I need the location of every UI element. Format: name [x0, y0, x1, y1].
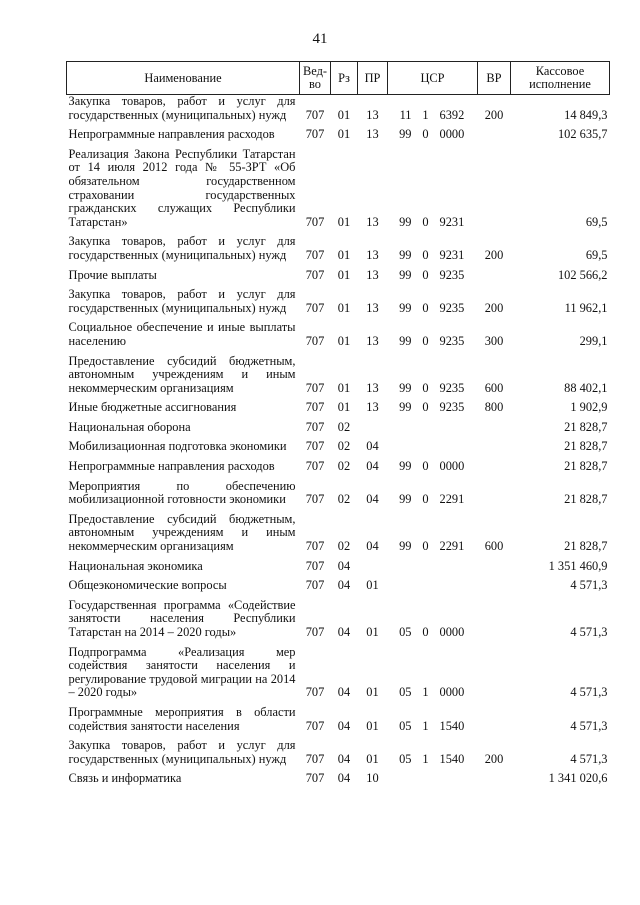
row-name: Социальное обеспечение и иные выплаты населению [68, 320, 296, 348]
row-vr [478, 644, 511, 704]
row-vr: 200 [484, 107, 504, 122]
row-amount: 4 571,3 [570, 718, 608, 733]
row-name: Прочие выплаты [68, 267, 157, 282]
row-csr-direction: 9231 [439, 247, 465, 262]
table-row [67, 95, 610, 127]
row-name: Реализация Закона Республики Татарстан от 14 июля 2012 года № 55-ЗРТ «Об обязательном государственном страховании государственных гражданских служащих Республики Татарстан» [68, 146, 296, 229]
row-amount: 21 828,7 [564, 419, 608, 434]
row-ved: 707 [305, 214, 325, 229]
row-rz: 02 [337, 492, 351, 507]
row-ved: 707 [305, 127, 325, 142]
row-csr-direction [436, 577, 478, 597]
row-csr-direction: 2291 [439, 539, 465, 554]
row-name: Подпрограмма «Реализация мер содействия занятости населения и регулирование трудовой миграции на 2014 – 2020 годы» [68, 644, 296, 700]
row-ved: 707 [305, 558, 325, 573]
row-pr: 04 [366, 539, 379, 554]
row-csr-program: 99 [399, 459, 412, 474]
row-csr-program: 99 [399, 539, 412, 554]
row-amount: 4 571,3 [570, 578, 608, 593]
row-csr-program [388, 577, 416, 597]
row-ved: 707 [305, 107, 325, 122]
row-pr: 13 [366, 400, 379, 415]
row-amount: 1 902,9 [570, 400, 608, 415]
row-pr: 13 [366, 333, 379, 348]
row-pr: 01 [366, 685, 379, 700]
row-pr: 13 [366, 380, 379, 395]
row-name: Закупка товаров, работ и услуг для государственных (муниципальных) нужд [68, 94, 296, 122]
row-amount: 4 571,3 [570, 625, 608, 639]
row-vr [478, 770, 511, 790]
row-amount: 14 849,3 [564, 107, 608, 122]
row-amount: 11 962,1 [564, 300, 608, 315]
row-csr-subprogram: 1 [422, 718, 429, 733]
row-name: Предоставление субсидий бюджетным, автономным учреждениям и иным некоммерческим организациям [68, 511, 296, 554]
row-ved: 707 [305, 751, 325, 766]
row-name: Национальная экономика [68, 558, 203, 573]
row-vr [478, 558, 511, 578]
row-name: Связь и информатика [68, 771, 182, 786]
row-rz: 01 [337, 214, 351, 229]
row-rz: 01 [337, 380, 351, 395]
row-amount: 69,5 [585, 247, 608, 262]
table-row [67, 511, 610, 558]
header-ved: Вед- во [300, 62, 331, 95]
row-csr-direction: 1540 [439, 751, 465, 766]
row-csr-program [388, 558, 416, 578]
row-csr-program [388, 419, 416, 439]
row-csr-program: 99 [399, 380, 412, 395]
row-ved: 707 [305, 333, 325, 348]
table-row [67, 577, 610, 597]
row-rz: 04 [337, 558, 351, 573]
row-csr-subprogram: 0 [422, 247, 429, 262]
header-rz [331, 62, 358, 95]
row-name: Общеэкономические вопросы [68, 578, 227, 593]
row-amount: 88 402,1 [564, 380, 608, 395]
row-rz: 01 [337, 107, 351, 122]
row-csr-direction: 2291 [439, 492, 465, 507]
row-pr: 04 [366, 492, 379, 507]
row-ved: 707 [305, 539, 325, 554]
row-rz: 01 [337, 400, 351, 415]
row-amount: 21 828,7 [564, 439, 608, 454]
table-body [67, 95, 610, 790]
row-amount: 4 571,3 [570, 685, 608, 700]
header-csr-label: ЦСР [420, 70, 445, 85]
row-csr-program: 05 [399, 718, 412, 733]
row-pr [358, 558, 388, 578]
table-row [67, 146, 610, 234]
row-vr [478, 419, 511, 439]
row-amount: 102 635,7 [557, 127, 608, 142]
row-csr-subprogram [416, 558, 436, 578]
row-csr-program: 05 [399, 625, 412, 639]
row-csr-subprogram [416, 438, 436, 458]
row-csr-subprogram: 0 [422, 459, 429, 474]
row-name: Закупка товаров, работ и услуг для государственных (муниципальных) нужд [68, 287, 296, 315]
row-csr-subprogram: 0 [422, 400, 429, 415]
row-rz: 04 [337, 685, 351, 700]
row-csr-direction: 9231 [439, 214, 465, 229]
row-csr-subprogram [416, 577, 436, 597]
row-pr: 10 [366, 771, 379, 786]
row-amount: 21 828,7 [564, 459, 608, 474]
row-rz: 02 [337, 419, 351, 434]
row-rz: 01 [337, 333, 351, 348]
row-csr-subprogram: 0 [422, 380, 429, 395]
header-vr-label: ВР [486, 70, 502, 85]
row-pr: 01 [366, 625, 379, 639]
row-csr-program: 99 [399, 214, 412, 229]
row-pr: 13 [366, 247, 379, 262]
row-vr [478, 478, 511, 511]
row-rz: 04 [337, 751, 351, 766]
table-row [67, 353, 610, 400]
row-csr-subprogram: 1 [422, 685, 429, 700]
row-csr-direction: 9235 [439, 300, 465, 315]
row-name: Иные бюджетные ассигнования [68, 400, 237, 415]
row-vr [478, 704, 511, 737]
table-row [67, 126, 610, 146]
table-row [67, 419, 610, 439]
row-rz: 02 [337, 539, 351, 554]
table-row [67, 770, 610, 790]
row-pr: 13 [366, 300, 379, 315]
row-name: Национальная оборона [68, 419, 191, 434]
row-pr: 13 [366, 214, 379, 229]
row-rz: 01 [337, 247, 351, 262]
row-csr-program: 99 [399, 492, 412, 507]
row-csr-direction [436, 770, 478, 790]
row-csr-subprogram: 0 [422, 267, 429, 282]
row-rz: 04 [337, 625, 351, 639]
table-header [67, 62, 610, 95]
row-csr-subprogram: 0 [422, 492, 429, 507]
row-pr: 01 [366, 751, 379, 766]
row-pr: 13 [366, 107, 379, 122]
row-pr: 04 [366, 439, 379, 454]
row-amount: 21 828,7 [564, 539, 608, 554]
row-csr-subprogram: 0 [422, 539, 429, 554]
row-csr-program: 99 [399, 247, 412, 262]
row-vr [478, 438, 511, 458]
row-name: Мероприятия по обеспечению мобилизационной готовности экономики [68, 478, 296, 507]
row-name: Непрограммные направления расходов [68, 459, 275, 474]
row-csr-direction: 9235 [439, 400, 465, 415]
row-vr [478, 146, 511, 234]
row-amount: 69,5 [585, 214, 608, 229]
row-csr-program: 05 [399, 751, 412, 766]
header-pr-label: ПР [364, 70, 381, 85]
row-ved: 707 [305, 625, 325, 639]
row-amount: 1 351 460,9 [548, 558, 608, 573]
row-vr [478, 126, 511, 146]
row-csr-subprogram: 0 [422, 625, 429, 639]
row-rz: 01 [337, 267, 351, 282]
row-csr-program: 99 [399, 127, 412, 142]
row-ved: 707 [305, 492, 325, 507]
row-csr-direction: 9235 [439, 380, 465, 395]
row-vr [478, 597, 511, 644]
row-csr-direction: 0000 [439, 685, 465, 700]
row-pr [358, 419, 388, 439]
table-row [67, 399, 610, 419]
table-row [67, 737, 610, 770]
table-row [67, 458, 610, 478]
row-rz: 04 [337, 578, 351, 593]
budget-table [66, 61, 610, 790]
header-vr [478, 62, 511, 95]
row-name: Закупка товаров, работ и услуг для государственных (муниципальных) нужд [68, 234, 296, 262]
row-csr-subprogram: 0 [422, 127, 429, 142]
row-pr: 01 [366, 718, 379, 733]
row-csr-subprogram: 0 [422, 333, 429, 348]
row-vr [478, 267, 511, 287]
row-csr-direction [436, 438, 478, 458]
row-ved: 707 [305, 380, 325, 395]
row-csr-direction [436, 558, 478, 578]
header-pr [358, 62, 388, 95]
row-csr-subprogram: 1 [422, 107, 429, 122]
row-csr-program: 99 [399, 333, 412, 348]
table-row [67, 478, 610, 511]
row-vr: 300 [484, 333, 504, 348]
row-csr-program: 05 [399, 685, 412, 700]
row-csr-program [388, 438, 416, 458]
header-name-label: Наименование [144, 70, 222, 85]
table-row [67, 319, 610, 352]
row-csr-direction: 1540 [439, 718, 465, 733]
row-vr: 600 [484, 380, 504, 395]
row-amount: 4 571,3 [570, 751, 608, 766]
row-csr-direction: 0000 [439, 127, 465, 142]
row-csr-subprogram [416, 770, 436, 790]
row-csr-program: 99 [399, 400, 412, 415]
row-pr: 13 [366, 267, 379, 282]
row-vr: 800 [484, 400, 504, 415]
table-row [67, 704, 610, 737]
row-name: Предоставление субсидий бюджетным, автономным учреждениям и иным некоммерческим организациям [68, 353, 296, 395]
row-ved: 707 [305, 267, 325, 282]
row-csr-subprogram [416, 419, 436, 439]
row-pr: 04 [366, 459, 379, 474]
row-csr-direction: 9235 [439, 267, 465, 282]
row-csr-subprogram: 0 [422, 214, 429, 229]
row-vr: 200 [484, 751, 504, 766]
row-ved: 707 [305, 419, 325, 434]
row-csr-direction: 0000 [439, 625, 465, 639]
row-name: Мобилизационная подготовка экономики [68, 439, 287, 454]
row-rz: 02 [337, 459, 351, 474]
row-ved: 707 [305, 247, 325, 262]
row-rz: 04 [337, 718, 351, 733]
row-vr: 200 [484, 247, 504, 262]
row-ved: 707 [305, 718, 325, 733]
row-rz: 01 [337, 300, 351, 315]
row-rz: 04 [337, 771, 351, 786]
row-ved: 707 [305, 578, 325, 593]
header-name [67, 62, 300, 95]
row-pr: 01 [366, 578, 379, 593]
row-rz: 02 [337, 439, 351, 454]
row-ved: 707 [305, 439, 325, 454]
row-name: Непрограммные направления расходов [68, 127, 275, 142]
row-ved: 707 [305, 459, 325, 474]
row-csr-program: 11 [399, 107, 412, 122]
row-amount: 299,1 [579, 333, 608, 348]
row-vr: 200 [484, 300, 504, 315]
row-vr [478, 577, 511, 597]
row-name: Закупка товаров, работ и услуг для государственных (муниципальных) нужд [68, 738, 296, 766]
table-row [67, 597, 610, 644]
table-row [67, 644, 610, 704]
row-ved: 707 [305, 771, 325, 786]
row-csr-direction: 0000 [439, 459, 465, 474]
row-ved: 707 [305, 300, 325, 315]
row-ved: 707 [305, 685, 325, 700]
row-csr-program: 99 [399, 267, 412, 282]
header-rz-label: Рз [338, 70, 350, 85]
row-vr [478, 458, 511, 478]
table-row [67, 267, 610, 287]
table-row [67, 286, 610, 319]
table-row [67, 558, 610, 578]
row-pr: 13 [366, 127, 379, 142]
header-amount: Кассовое исполнение [511, 62, 610, 95]
row-csr-subprogram: 1 [422, 751, 429, 766]
table-row [67, 233, 610, 266]
row-amount: 1 341 020,6 [548, 771, 608, 786]
row-csr-program [388, 770, 416, 790]
row-ved: 707 [305, 400, 325, 415]
row-csr-direction: 9235 [439, 333, 465, 348]
row-vr: 600 [484, 539, 504, 554]
table-row [67, 438, 610, 458]
header-csr [388, 62, 478, 95]
row-csr-program: 99 [399, 300, 412, 315]
page-number: 41 [312, 31, 328, 47]
row-csr-direction [436, 419, 478, 439]
row-csr-direction: 6392 [439, 107, 465, 122]
row-csr-subprogram: 0 [422, 300, 429, 315]
row-name: Программные мероприятия в области содействия занятости населения [68, 704, 296, 733]
row-amount: 102 566,2 [557, 267, 608, 282]
row-rz: 01 [337, 127, 351, 142]
row-amount: 21 828,7 [564, 492, 608, 507]
row-name: Государственная программа «Содействие занятости населения Республики Татарстан на 2014 – 2020 годы» [68, 597, 296, 639]
